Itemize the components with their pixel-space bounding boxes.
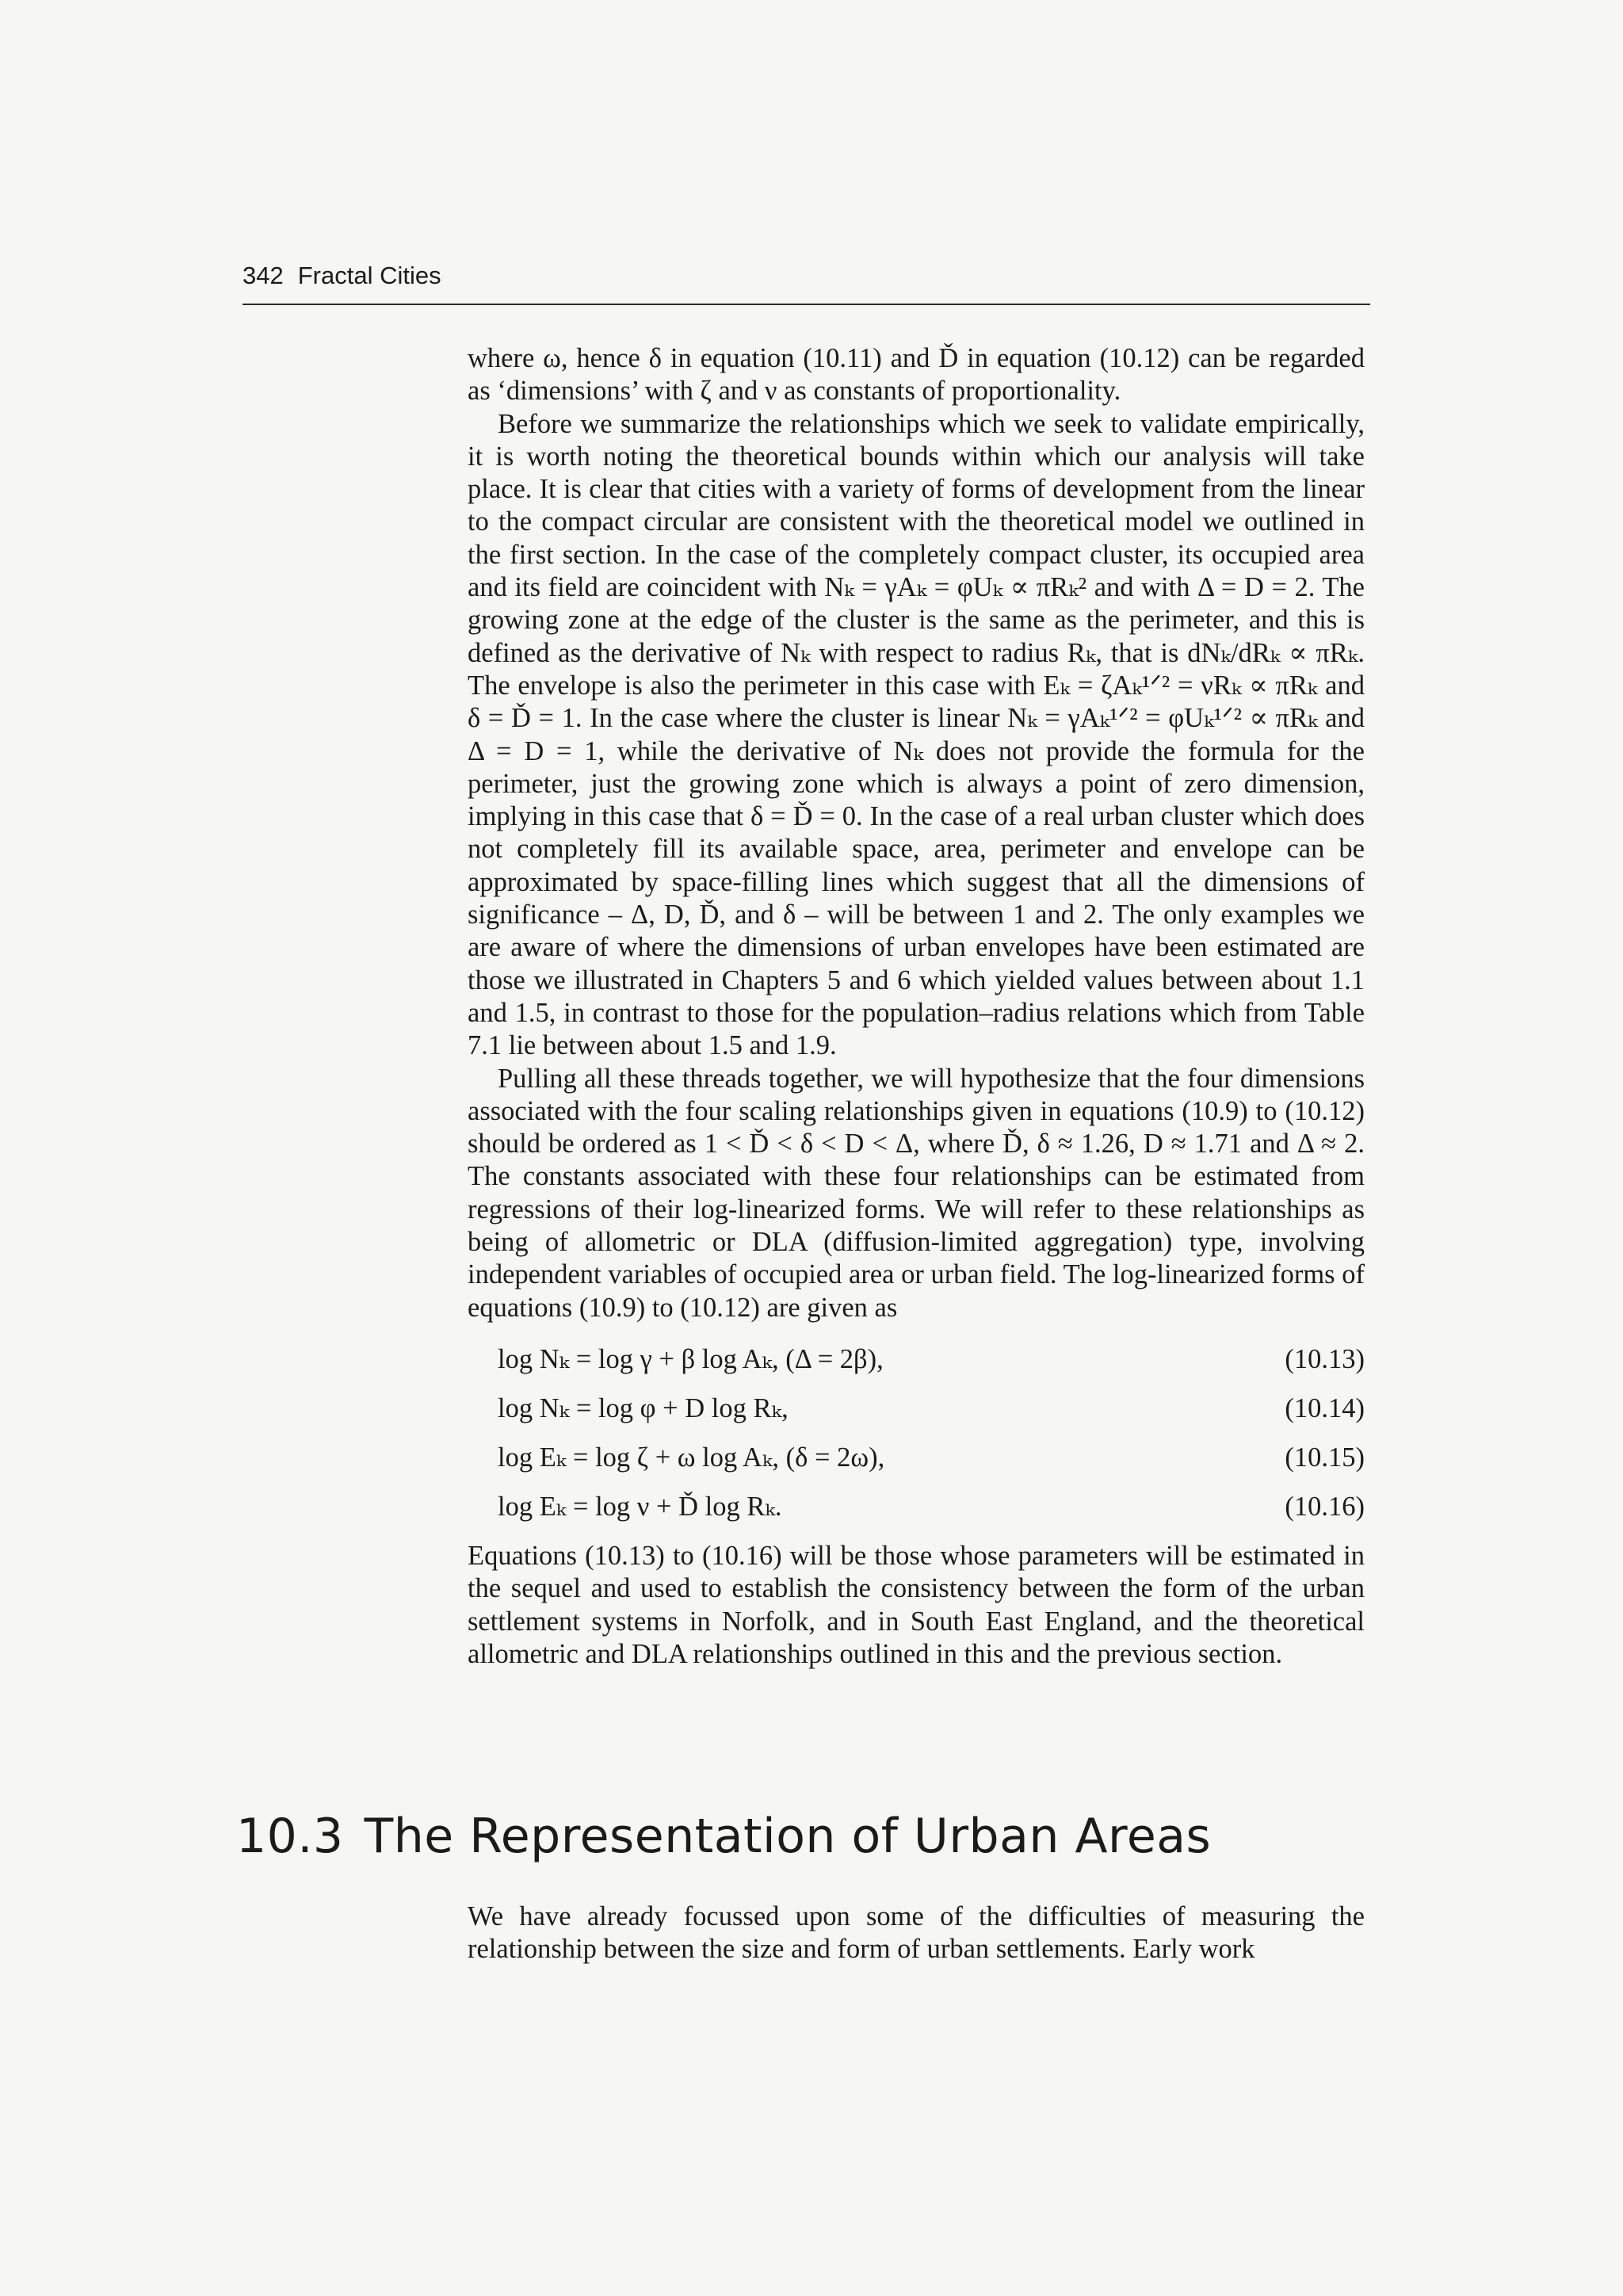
paragraph-theoretical-bounds: Before we summarize the relationships which we seek to validate empirically, it is worth noting the theoretical bounds within which our analysis will take place. It is clear that cities with a variety of forms of development from the linear to the compact circular are consistent with the theoretical model we outlined in the first section. In the case of the completely compact cluster, its occupied area and its field are coincident with Nₖ = γAₖ = φUₖ ∝ πRₖ² and with Δ = D = 2. The growing zone at the edge of the cluster is the same as the perimeter, and this is defined as the derivative of Nₖ with respect to radius Rₖ, that is dNₖ/dRₖ ∝ πRₖ. The envelope is also the perimeter in this case with Eₖ = ζAₖ¹ᐟ² = νRₖ ∝ πRₖ and δ = Ď = 1. In the case where the cluster is linear Nₖ = γAₖ¹ᐟ² = φUₖ¹ᐟ² ∝ πRₖ and Δ = D = 1, while the derivative of Nₖ does not provide the formula for the perimeter, just the growing zone which is always a point of zero dimension, implying in this case that δ = Ď = 0. In the case of a real urban cluster which does not completely fill its available space, area, perimeter and envelope can be approximated by space-filling lines which suggest that all the dimensions of significance – Δ, D, Ď, and δ – will be between 1 and 2. The only examples we are aware of where the dimensions of urban envelopes have been estimated are those we illustrated in Chapters 5 and 6 which yielded values between about 1.1 and 1.5, in contrast to those for the population–radius relations which from Table 7.1 lie between about 1.5 and 1.9. bbox=[468, 408, 1365, 1061]
equation-10-14 bbox=[468, 1385, 1365, 1434]
section-heading bbox=[236, 1809, 1232, 1864]
equation-10-16 bbox=[468, 1483, 1365, 1532]
page-number: 342 bbox=[242, 262, 284, 289]
header-rule bbox=[242, 304, 1370, 305]
equation-10-15 bbox=[468, 1434, 1365, 1483]
paragraph-continuation: where ω, hence δ in equation (10.11) and Ď in equation (10.12) can be regarded as ‘dimensions’ with ζ and ν as constants of proportionality. bbox=[468, 343, 1365, 407]
equation-formula: log Nₖ = log γ + β log Aₖ, (Δ = 2β), bbox=[498, 1344, 884, 1375]
section-number: 10.3 bbox=[236, 1809, 344, 1864]
section-first-paragraph: We have already focussed upon some of the difficulties of measuring the relationship between the size and form of urban settlements. Early work bbox=[468, 1901, 1365, 1965]
equation-number: (10.15) bbox=[1285, 1442, 1365, 1473]
equation-formula: log Eₖ = log ν + Ď log Rₖ. bbox=[498, 1492, 782, 1522]
equation-block bbox=[468, 1335, 1365, 1532]
running-title: Fractal Cities bbox=[297, 262, 441, 289]
section-title: The Representation of Urban Areas bbox=[364, 1809, 1212, 1864]
section-body bbox=[468, 1901, 1365, 1966]
body-text bbox=[468, 342, 1365, 1671]
paragraph-after-equations: Equations (10.13) to (10.16) will be those whose parameters will be estimated in the sequel and used to establish the consistency between the form of the urban settlement systems in Norfolk, and in South East England, and the theoretical allometric and DLA relationships outlined in this and the previous section. bbox=[468, 1540, 1365, 1669]
equation-number: (10.14) bbox=[1285, 1393, 1365, 1424]
paragraph-hypothesis: Pulling all these threads together, we will hypothesize that the four dimensions associated with the four scaling relationships given in equations (10.9) to (10.12) should be ordered as 1 < Ď < δ < D < Δ, where Ď, δ ≈ 1.26, D ≈ 1.71 and Δ ≈ 2. The constants associated with these four relationships can be estimated from regressions of their log-linearized forms. We will refer to these relationships as being of allometric or DLA (diffusion-limited aggregation) type, involving independent variables of occupied area or urban field. The log-linearized forms of equations (10.9) to (10.12) are given as bbox=[468, 1063, 1365, 1323]
equation-formula: log Eₖ = log ζ + ω log Aₖ, (δ = 2ω), bbox=[498, 1442, 885, 1473]
equation-number: (10.16) bbox=[1285, 1492, 1365, 1522]
equation-10-13 bbox=[468, 1335, 1365, 1385]
equation-number: (10.13) bbox=[1285, 1344, 1365, 1375]
equation-formula: log Nₖ = log φ + D log Rₖ, bbox=[498, 1393, 789, 1424]
running-head bbox=[242, 262, 456, 290]
